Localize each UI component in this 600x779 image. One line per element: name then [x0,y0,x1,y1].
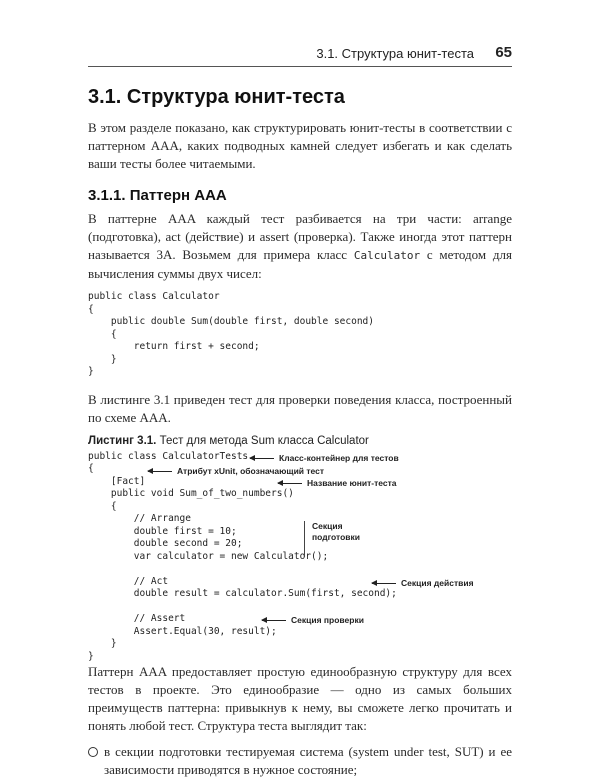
inline-code-calculator: Calculator [353,249,421,262]
aaa-paragraph-end: с методом для вычисления суммы двух чисел: [88,247,512,281]
listing-intro-paragraph: В листинге 3.1 приведен тест для проверки поведения класса, построенный по схеме AAA. [88,391,512,425]
listing-caption-text: Тест для метода Sum класса Calculator [159,434,369,447]
bullet-item-arrange [88,743,512,779]
bullet-circle-icon [88,747,98,757]
calculator-code-block [88,291,512,379]
calculator-code: public class Calculator { public double Sum(double first, double second) { return first + second; } } [88,291,374,377]
listing-caption [88,435,512,447]
running-title: 3.1. Структура юнит-теста [316,46,474,61]
annotation-xunit-attr: Атрибут xUnit, обозначающий тест [177,465,325,476]
page-content [88,80,512,779]
listing-code: public class CalculatorTests { [Fact] public void Sum_of_two_numbers() { // Arrange double first = 10; double second = 20; var calculator = new Calculator(); // Act double result = calculator.Sum(first, second); // Assert Assert.Equal(30, result); } } [88,450,397,662]
annotation-act-section: Секция действия [401,577,474,588]
annotation-class-container: Класс-контейнер для тестов [279,452,399,463]
subsection-heading: 3.1.1. Паттерн AAA [88,187,227,204]
arrange-brace [304,521,305,557]
listing-3-1 [88,451,512,663]
annotation-assert-section: Секция проверки [291,614,364,625]
closing-paragraph: Паттерн AAA предоставляет простую единообразную структуру для всех тестов в проекте. Это единообразие — одно из самых больших преимуществ паттерна: привыкнув к нему, вы сможете легко прочитать и понять любой тест. Структура теста выглядит так: [88,663,512,733]
aaa-paragraph-text: В паттерне AAA каждый тест разбивается на три части: arrange (подготовка), act (действие) и assert (проверка). Также иногда этот паттерн называется 3A. Возьмем для примера класс [88,211,512,262]
bullet-text: в секции подготовки тестируемая система (system under test, SUT) и ее зависимости приводятся в нужное состояние; [104,743,512,777]
arrow-test-name [278,483,302,484]
annotation-arrange-section: Секция подготовки [312,520,360,542]
arrow-xunit-attr [148,471,172,472]
listing-label: Листинг 3.1. [88,434,157,447]
page-number: 65 [495,44,512,61]
arrow-act-section [372,583,396,584]
arrow-class-container [250,458,274,459]
section-intro: В этом разделе показано, как структурировать юнит-тесты в соответствии с паттерном AAA, каких подводных камней следует избегать и как сделать ваши тесты более читаемыми. [88,120,512,171]
running-header [88,44,512,64]
annotation-test-name: Название юнит-теста [307,477,397,488]
arrow-assert-section [262,620,286,621]
header-rule [88,66,512,67]
aaa-paragraph [88,210,512,283]
section-heading: 3.1. Структура юнит-теста [88,86,345,108]
